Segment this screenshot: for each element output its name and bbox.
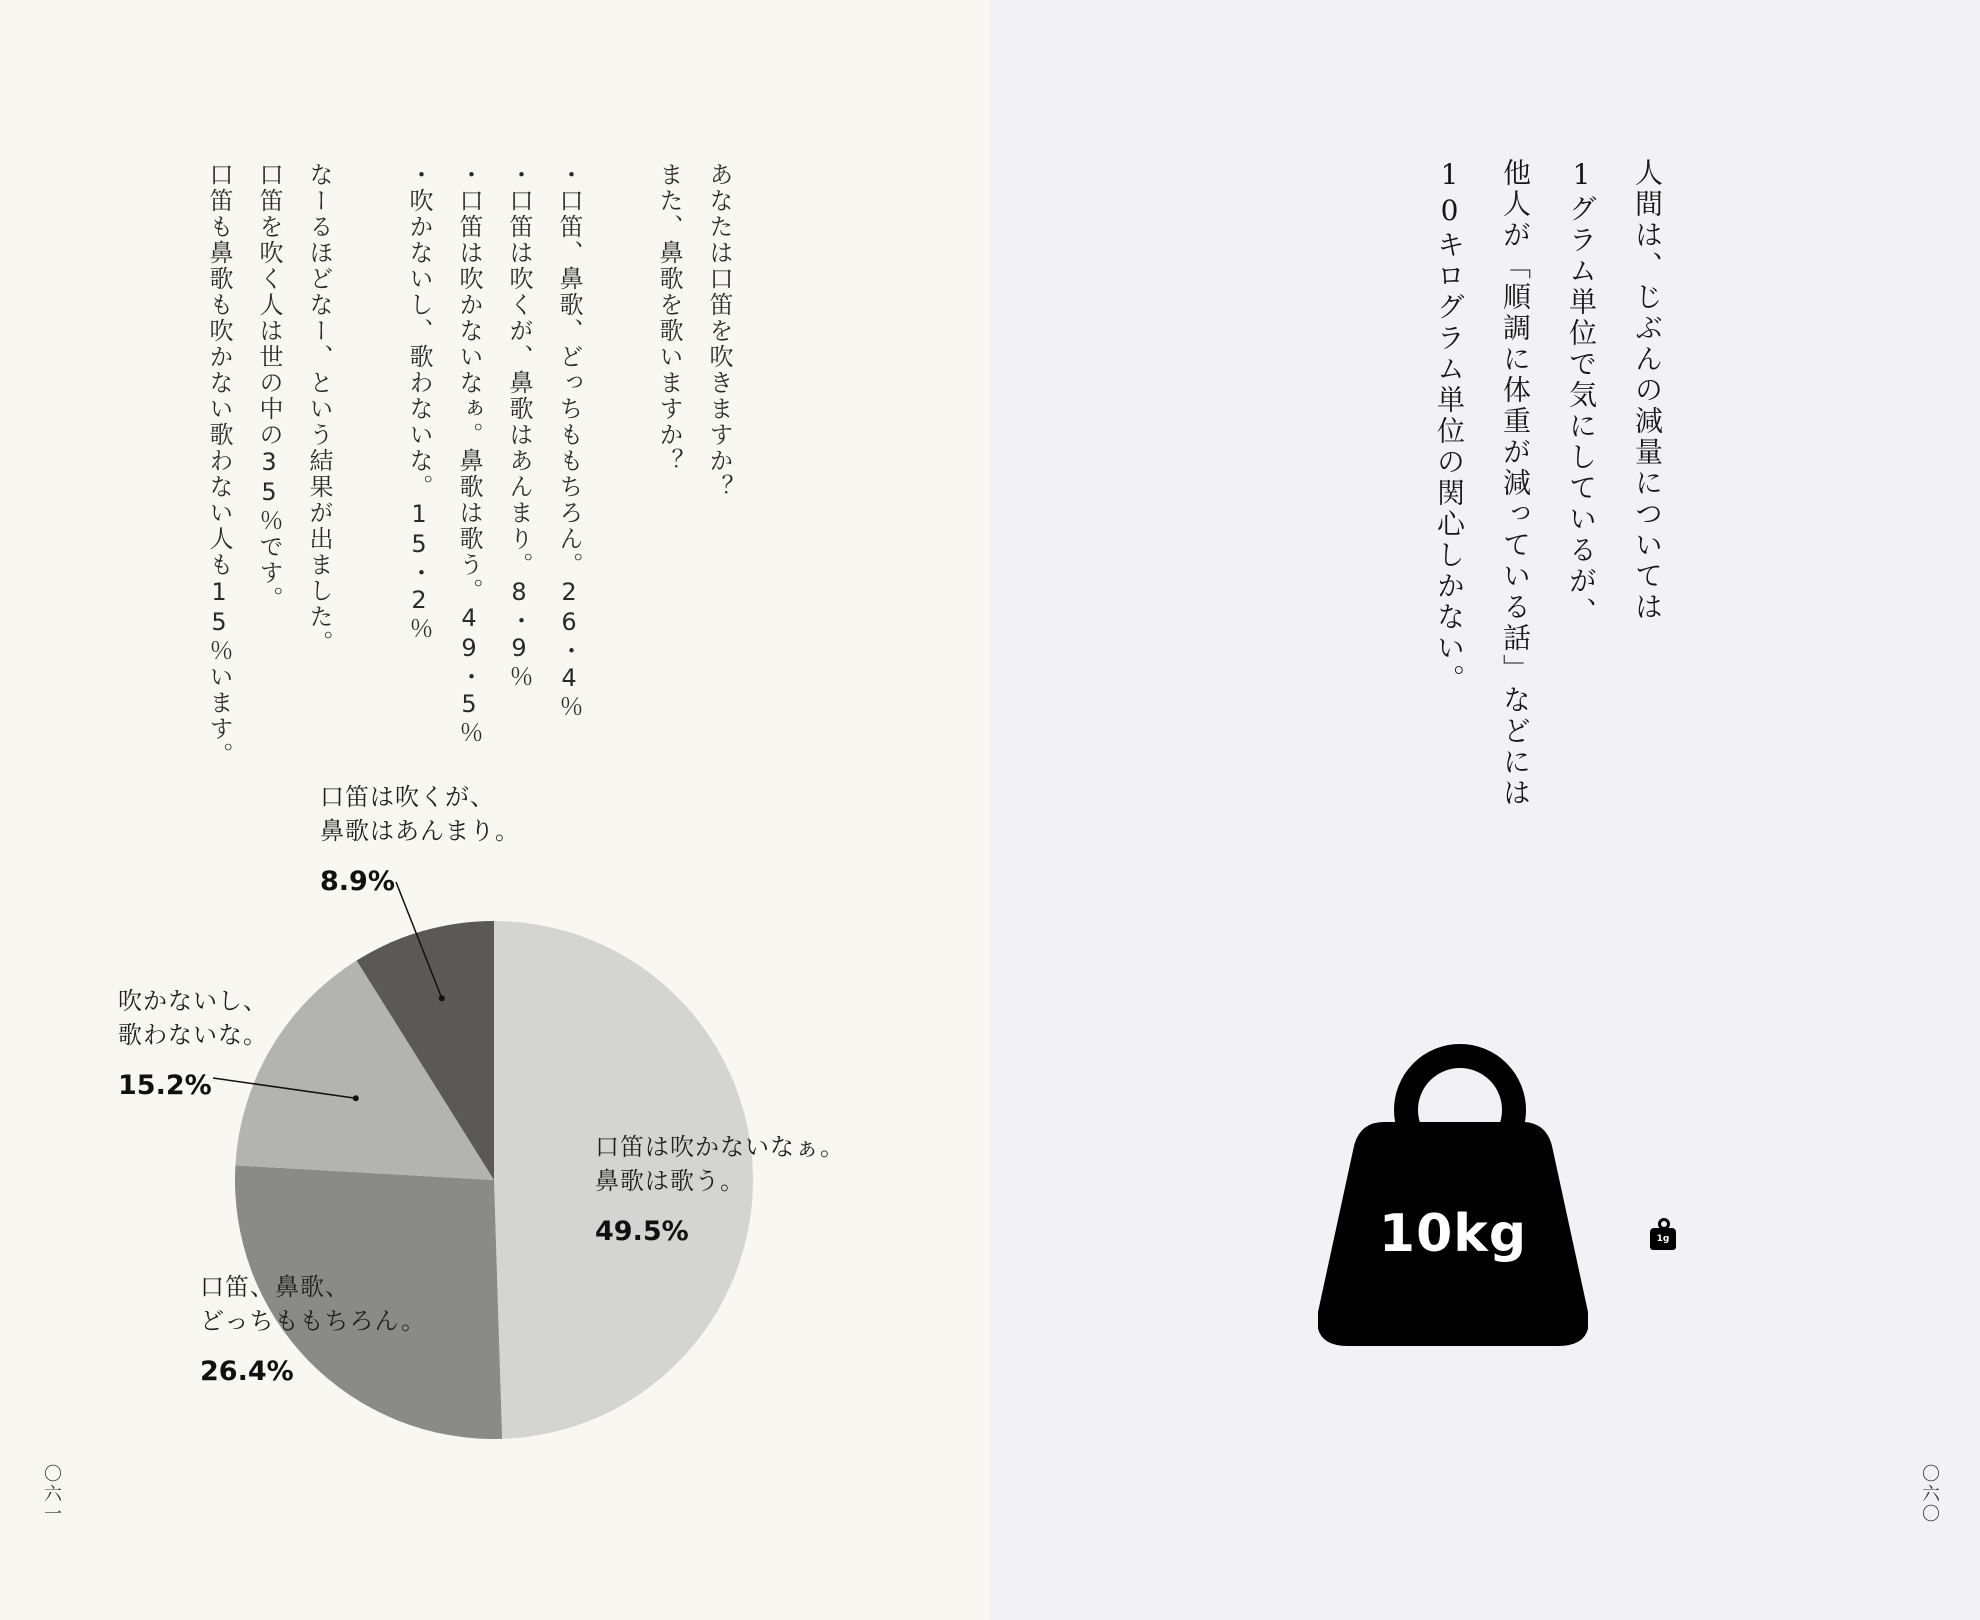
essay-text: 人間は、じぶんの減量については 1グラム単位で気にしているが、 他人が「順調に体重が減っている話」などには 10キログラム単位の関心しかない。 [1433, 158, 1664, 809]
survey-text: あなたは口笛を吹きますか？ また、鼻歌を歌いますか？ ・口笛、鼻歌、どっちももちろん。26・4％ ・口笛は吹くが、鼻歌はあんまり。8・9％ ・口笛は吹かないなぁ。鼻歌は歌う。49・5％ ・吹かないし、歌わないな。15・2％ なーるほどなー、という結果が出ました。 口笛を吹く人は世の中の35％です。 口笛も鼻歌も吹かない歌わない人も15％います。 [205, 162, 733, 768]
slice-value: 26.4% [200, 1356, 294, 1387]
slice-value: 49.5% [595, 1216, 689, 1247]
slice-label-text: 口笛は吹かないなぁ。 鼻歌は歌う。 [595, 1133, 845, 1195]
slice-label-hum-only [595, 1130, 845, 1252]
slice-label-whistle-only [320, 780, 520, 902]
page-number-right: 〇六〇 [1919, 1464, 1940, 1524]
slice-label-text: 吹かないし、 歌わないな。 [118, 987, 268, 1049]
weight-body [1318, 1044, 1588, 1349]
slice-value: 8.9% [320, 866, 395, 897]
slice-label-both [200, 1270, 426, 1392]
weight-label: 10kg [1378, 1204, 1528, 1264]
slice-label-text: 口笛は吹くが、 鼻歌はあんまり。 [320, 783, 520, 845]
right-page [990, 0, 1980, 1620]
small-weight-label: 1g [1650, 1228, 1676, 1250]
slice-label-text: 口笛、鼻歌、 どっちももちろん。 [200, 1273, 426, 1335]
leader-dot [439, 995, 445, 1001]
slice-label-neither [118, 984, 268, 1106]
small-weight-icon [1650, 1218, 1676, 1252]
page-number-left: 〇六一 [41, 1464, 62, 1524]
slice-value: 15.2% [118, 1070, 212, 1101]
leader-dot [353, 1095, 359, 1101]
kettlebell-weight-icon [1318, 1044, 1588, 1349]
